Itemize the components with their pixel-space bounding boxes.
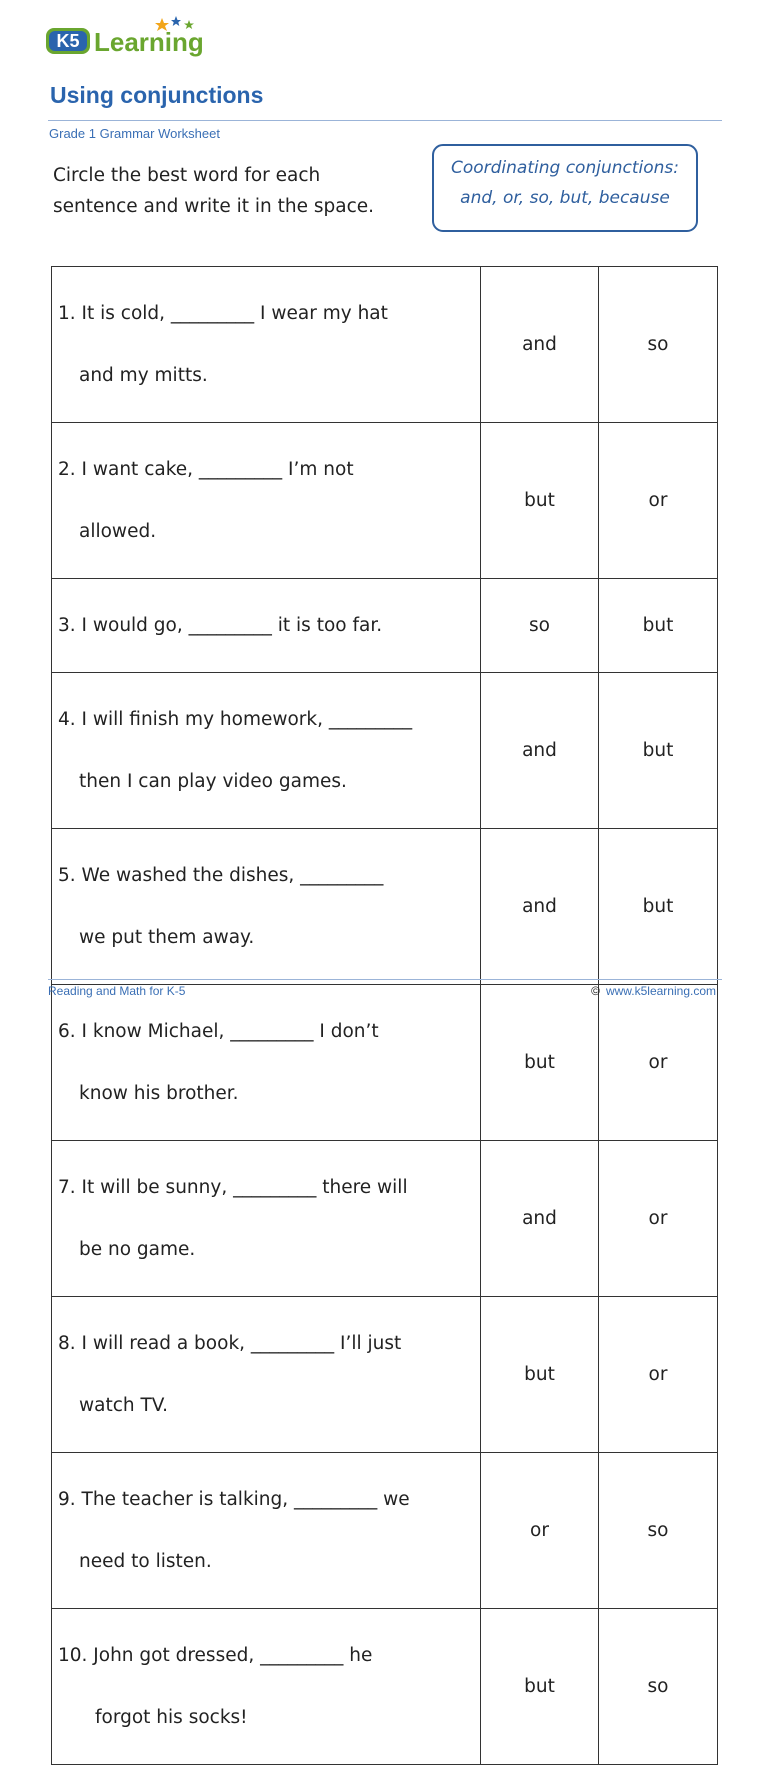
question-text: 2. I want cake, _________ I’m not	[58, 459, 354, 480]
question-text: 3. I would go, _________ it is too far.	[58, 615, 383, 636]
question-cell	[52, 1297, 481, 1453]
instructions-line-2: sentence and write it in the space.	[53, 196, 375, 217]
option-2[interactable]: so	[599, 1609, 718, 1765]
question-text: 6. I know Michael, _________ I don’t	[58, 1021, 379, 1042]
option-1[interactable]: so	[481, 579, 599, 673]
question-cell	[52, 579, 481, 673]
question-text: 9. The teacher is talking, _________ we	[58, 1489, 410, 1510]
table-row	[52, 1609, 718, 1765]
instructions-line-1: Circle the best word for each	[53, 165, 321, 186]
option-2[interactable]: but	[599, 673, 718, 829]
question-text-continued: watch TV.	[79, 1395, 168, 1416]
table-row	[52, 985, 718, 1141]
question-cell	[52, 985, 481, 1141]
question-cell	[52, 1609, 481, 1765]
question-cell	[52, 423, 481, 579]
option-2[interactable]: so	[599, 1453, 718, 1609]
option-1[interactable]: and	[481, 1141, 599, 1297]
option-2[interactable]: or	[599, 423, 718, 579]
question-text: 10. John got dressed, _________ he	[58, 1645, 373, 1666]
logo-word-text: Learning	[94, 27, 204, 57]
footer-tagline: Reading and Math for K-5	[48, 984, 186, 998]
option-2[interactable]: but	[599, 579, 718, 673]
copyright-icon: ©	[591, 984, 600, 998]
question-text-continued: then I can play video games.	[79, 771, 347, 792]
footer-site	[591, 984, 716, 998]
option-1[interactable]: but	[481, 1609, 599, 1765]
question-cell	[52, 267, 481, 423]
table-row	[52, 579, 718, 673]
table-row	[52, 1141, 718, 1297]
option-2[interactable]: or	[599, 1297, 718, 1453]
page-title: Using conjunctions	[50, 82, 264, 108]
question-text: 1. It is cold, _________ I wear my hat	[58, 303, 388, 324]
option-2[interactable]: so	[599, 267, 718, 423]
option-1[interactable]: but	[481, 423, 599, 579]
option-2[interactable]: but	[599, 829, 718, 985]
header-divider	[48, 120, 722, 121]
question-text-continued: allowed.	[79, 521, 157, 542]
question-text: 5. We washed the dishes, _________	[58, 865, 384, 886]
k5-learning-logo	[44, 14, 214, 60]
question-cell	[52, 1453, 481, 1609]
option-1[interactable]: and	[481, 829, 599, 985]
footer-divider	[48, 979, 722, 980]
table-row	[52, 829, 718, 985]
question-text: 8. I will read a book, _________ I’ll just	[58, 1333, 402, 1354]
footer-url-link[interactable]: www.k5learning.com	[605, 984, 716, 998]
question-cell	[52, 1141, 481, 1297]
worksheet-table	[51, 266, 718, 1765]
instructions	[53, 160, 413, 222]
table-row	[52, 267, 718, 423]
option-1[interactable]: but	[481, 1297, 599, 1453]
option-1[interactable]: and	[481, 267, 599, 423]
table-row	[52, 1297, 718, 1453]
question-text-continued: know his brother.	[79, 1083, 239, 1104]
table-row	[52, 1453, 718, 1609]
option-1[interactable]: but	[481, 985, 599, 1141]
conjunctions-box-list: and, or, so, but, because	[460, 188, 670, 208]
question-text-continued: forgot his socks!	[95, 1707, 248, 1728]
page-subtitle: Grade 1 Grammar Worksheet	[49, 126, 220, 141]
conjunctions-box	[432, 144, 698, 232]
question-text-continued: we put them away.	[79, 927, 255, 948]
table-row	[52, 673, 718, 829]
conjunctions-box-heading: Coordinating conjunctions:	[450, 158, 679, 178]
table-row	[52, 423, 718, 579]
question-text: 4. I will finish my homework, _________	[58, 709, 413, 730]
option-1[interactable]: and	[481, 673, 599, 829]
question-text-continued: be no game.	[79, 1239, 196, 1260]
question-text-continued: and my mitts.	[79, 365, 208, 386]
question-cell	[52, 673, 481, 829]
question-text: 7. It will be sunny, _________ there will	[58, 1177, 408, 1198]
option-2[interactable]: or	[599, 1141, 718, 1297]
option-1[interactable]: or	[481, 1453, 599, 1609]
option-2[interactable]: or	[599, 985, 718, 1141]
question-text-continued: need to listen.	[79, 1551, 212, 1572]
question-cell	[52, 829, 481, 985]
logo-k5-text: K5	[56, 31, 80, 51]
